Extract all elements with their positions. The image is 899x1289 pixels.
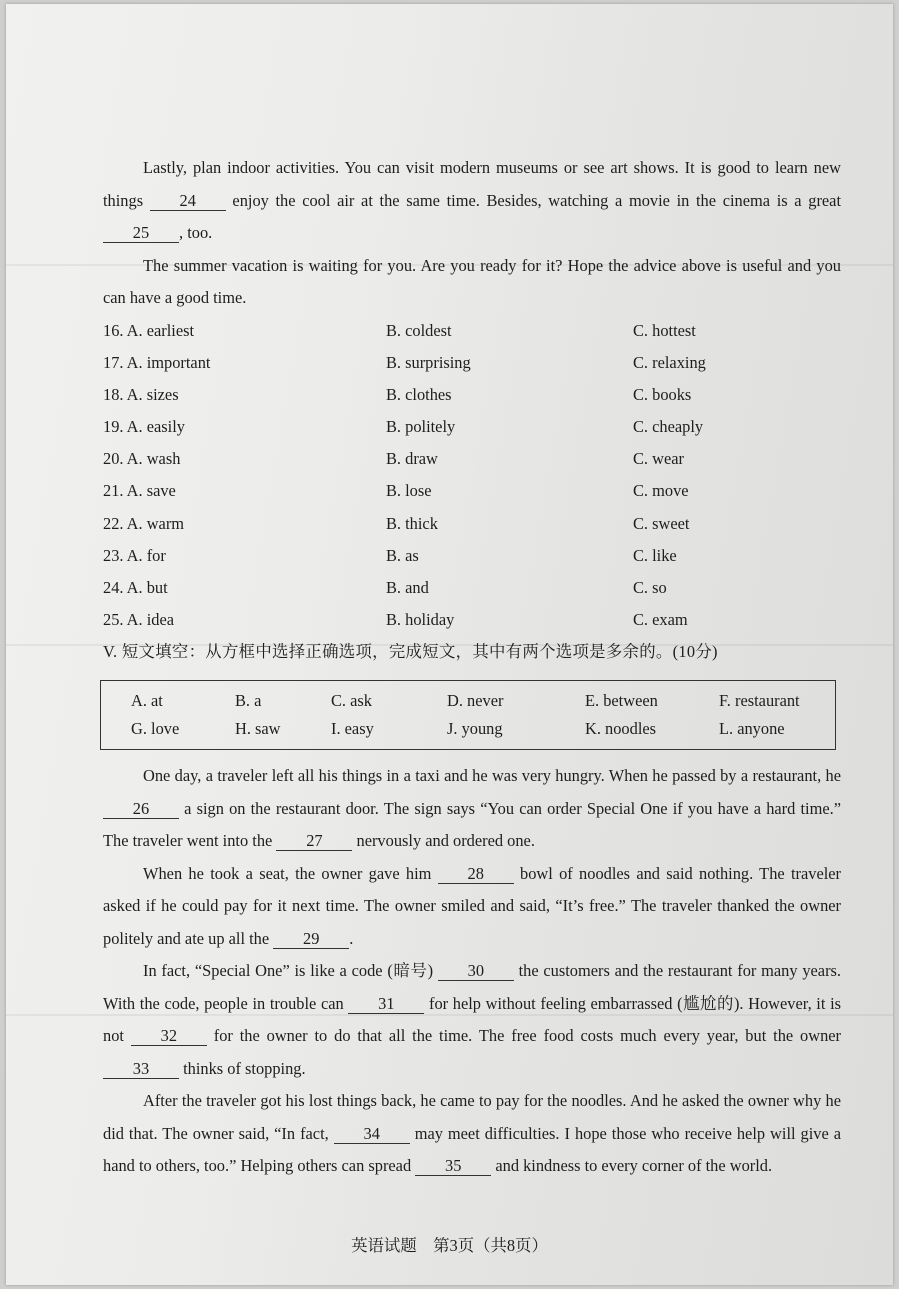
word-option: I. easy (331, 719, 374, 739)
blank-26: 26 (103, 800, 179, 819)
option-row-19 (103, 411, 841, 443)
option-a: 24. A. but (103, 578, 168, 597)
option-b: B. coldest (386, 320, 452, 340)
blank-28: 28 (438, 865, 514, 884)
word-option: B. a (235, 691, 262, 711)
options-list (103, 315, 841, 637)
word-option: L. anyone (719, 719, 785, 739)
option-a: 21. A. save (103, 481, 176, 501)
option-a: 17. A. important (103, 352, 211, 372)
word-option: G. love (131, 719, 180, 739)
word-box-row (101, 715, 835, 743)
blank-25: 25 (103, 224, 179, 243)
option-a: 23. A. for (103, 545, 166, 565)
option-b: B. draw (386, 449, 438, 469)
blank-33: 33 (103, 1060, 179, 1079)
option-row-20 (103, 443, 841, 475)
option-row-25 (103, 604, 841, 636)
passage-a-paragraph-2: The summer vacation is waiting for you. Are you ready for it? Hope the advice above is useful and you can have a good time. (103, 255, 841, 307)
option-b: B. lose (386, 481, 432, 501)
exam-page (6, 4, 893, 1285)
blank-27: 27 (276, 832, 352, 851)
option-a: 16. A. earliest (103, 320, 195, 340)
word-option: D. never (447, 691, 504, 711)
option-b: B. and (386, 578, 429, 597)
option-row-17 (103, 347, 841, 379)
page-content (103, 152, 841, 1183)
option-row-16 (103, 315, 841, 347)
section-5-title: V. 短文填空：从方框中选择正确选项，完成短文，其中有两个选项是多余的。(10分) (103, 642, 718, 662)
blank-35: 35 (415, 1157, 491, 1176)
word-option: J. young (447, 719, 503, 739)
option-c: C. cheaply (633, 417, 704, 437)
passage-b-paragraph-2: When he took a seat, the owner gave him 28 bowl of noodles and said nothing. The traveler asked if he could pay for it next time. The owner smiled and said, “It’s free.” The traveler thanked the owner politely and ate up all the 29 . (103, 863, 842, 948)
word-box-row (101, 687, 835, 715)
option-row-24 (103, 572, 841, 604)
blank-29: 29 (273, 930, 349, 949)
option-c: C. sweet (633, 513, 690, 533)
word-option: C. ask (331, 691, 372, 711)
option-b: B. as (386, 545, 419, 565)
passage-b-paragraph-1: One day, a traveler left all his things in a taxi and he was very hungry. When he passed by a restaurant, he 26 a sign on the restaurant door. The sign says “You can order Special One if you have a hard time.” The traveler went into the 27 nervously and ordered one. (103, 766, 841, 851)
option-b: B. clothes (386, 384, 452, 404)
option-c: C. so (633, 578, 667, 597)
blank-30: 30 (438, 962, 514, 981)
option-c: C. move (633, 481, 689, 501)
option-row-18 (103, 379, 841, 411)
option-c: C. exam (633, 610, 688, 630)
option-a: 20. A. wash (103, 449, 181, 469)
option-row-21 (103, 475, 841, 507)
option-a: 25. A. idea (103, 610, 175, 630)
option-c: C. relaxing (633, 352, 706, 372)
option-b: B. holiday (386, 610, 455, 630)
blank-31: 31 (348, 995, 424, 1014)
page-footer: 英语试题 第3页（共8页） (351, 1236, 548, 1255)
word-option: K. noodles (585, 719, 657, 739)
option-c: C. hottest (633, 320, 696, 340)
option-a: 22. A. warm (103, 513, 185, 533)
blank-32: 32 (131, 1027, 207, 1046)
option-c: C. books (633, 384, 692, 404)
blank-24: 24 (150, 192, 226, 211)
option-c: C. like (633, 545, 677, 565)
blank-34: 34 (334, 1125, 410, 1144)
option-row-23 (103, 540, 841, 572)
word-option: E. between (585, 691, 658, 711)
option-a: 19. A. easily (103, 417, 185, 437)
word-option: F. restaurant (719, 691, 800, 711)
passage-b-paragraph-3: In fact, “Special One” is like a code (暗号) 30 the customers and the restaurant for many years. With the code, people in trouble can 31 for help without feeling embarrassed (尴尬的). However, it is not 32 for the owner to do that all the time. The free food costs much every year, but the owner 33 thinks of stopping. (103, 961, 842, 1078)
passage-a-paragraph-1: Lastly, plan indoor activities. You can visit modern museums or see art shows. It is good to learn new things 24 enjoy the cool air at the same time. Besides, watching a movie in the cinema is a great 25 , too. (103, 158, 842, 242)
passage-b-paragraph-4: After the traveler got his lost things back, he came to pay for the noodles. And he asked the owner why he did that. The owner said, “In fact, 34 may meet difficulties. I hope those who receive help will give a hand to others, too.” Helping others can spread 35 and kindness to every corner of the world. (103, 1091, 842, 1176)
option-b: B. surprising (386, 352, 471, 372)
option-b: B. thick (386, 513, 438, 533)
option-a: 18. A. sizes (103, 384, 179, 404)
word-option: A. at (131, 691, 163, 711)
option-c: C. wear (633, 449, 684, 469)
word-option: H. saw (235, 719, 281, 739)
option-b: B. politely (386, 417, 456, 437)
word-box (100, 680, 836, 750)
option-row-22 (103, 508, 841, 540)
